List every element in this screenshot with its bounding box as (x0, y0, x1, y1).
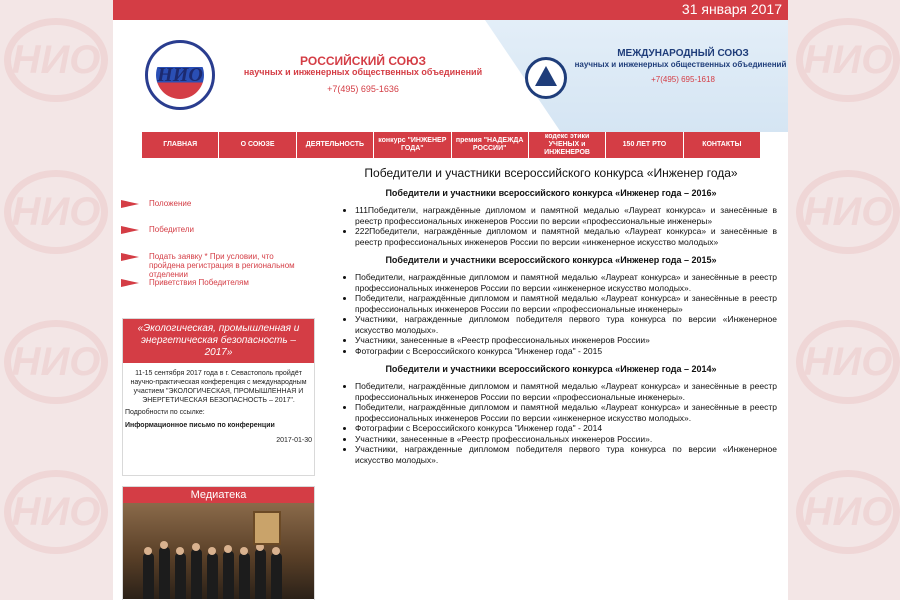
background-logo-icon: НИО (4, 18, 108, 102)
header (113, 20, 788, 132)
sidebar-link-winners[interactable] (121, 225, 299, 234)
arrow-icon (121, 200, 139, 208)
nav-contacts[interactable]: КОНТАКТЫ (702, 141, 742, 148)
sidebar-link-label: Победители (149, 225, 194, 234)
russian-union-logo-icon[interactable] (145, 40, 215, 110)
background-logo-icon: НИО (4, 320, 108, 404)
list-item[interactable]: • Победители, награждённые дипломом и памятной медалью «Лауреат конкурса» и занесённые в реестр профессиональных инженеров России по версии «инженерное искусство молодых». (355, 402, 777, 423)
arrow-icon (121, 279, 139, 287)
conference-more: Подробности по ссылке: (125, 409, 205, 416)
list-item[interactable]: • Победители, награждённые дипломом и памятной медалью «Лауреат конкурса» и занесённые в реестр профессиональных инженеров России по версии «профессиональные инженеры» (355, 293, 777, 314)
conference-letter-link[interactable]: Информационное письмо по конференции (125, 422, 275, 429)
international-union-phone: +7(495) 695-1618 (651, 75, 715, 84)
international-union-subtitle: научных и инженерных общественных объединений (574, 60, 787, 69)
conference-widget (122, 318, 315, 476)
russian-union-title: РОССИЙСКИЙ СОЮЗ (300, 54, 426, 68)
page-title: Победители и участники всероссийского конкурса «Инженер года» (364, 166, 738, 180)
nav-ethics-code[interactable]: кодекс этики УЧЕНЫХ и ИНЖЕНЕРОВ (529, 132, 606, 158)
conference-date: 2017-01-30 (276, 437, 312, 444)
background-logo-icon: НИО (796, 170, 900, 254)
sidebar-link-label: Приветствия Победителям (149, 278, 249, 287)
main-nav (142, 132, 760, 158)
background-logo-icon: НИО (4, 170, 108, 254)
list-item[interactable]: • Участники, награжденные дипломом победителя первого тура конкурса по версии «Инженерное искусство молодых». (355, 444, 777, 465)
international-union-logo-icon[interactable] (525, 57, 567, 99)
sidebar-link-greetings[interactable] (121, 278, 299, 287)
list-item[interactable]: • Участники, занесенные в «Реестр профессиональных инженеров России» (355, 335, 777, 346)
nav-rto-150[interactable]: 150 ЛЕТ РТО (606, 132, 683, 158)
russian-union-subtitle: научных и инженерных общественных объединений (243, 67, 483, 77)
russian-union-phone: +7(495) 695-1636 (327, 84, 399, 94)
page-container (113, 0, 788, 600)
top-bar (113, 0, 788, 20)
list-item[interactable]: • Участники, награжденные дипломом победителя первого тура конкурса по версии «Инженерное искусство молодых». (355, 314, 777, 335)
section-list (325, 205, 777, 247)
list-item[interactable]: • Победители, награждённые дипломом и памятной медалью «Лауреат конкурса» и занесённые в реестр профессиональных инженеров России по версии «инженерное искусство молодых». (355, 272, 777, 293)
list-item[interactable]: • 222Победители, награждённые дипломом и памятной медалью «Лауреат конкурса» и занесённые в реестр профессиональных инженеров России по версии «инженерное искусство молодых» (355, 226, 777, 247)
media-library-title[interactable]: Медиатека (123, 487, 314, 503)
nav-activity[interactable]: ДЕЯТЕЛЬНОСТЬ (297, 132, 374, 158)
media-library-widget (122, 486, 315, 600)
list-item[interactable]: • Фотографии с Всероссийского конкурса "Инженер года" - 2014 (355, 423, 777, 434)
media-photo[interactable] (123, 503, 314, 599)
conference-body: 11-15 сентября 2017 года в г. Севастополь пройдёт научно-практическая конференция с международным участием "ЭКОЛОГИЧЕСКАЯ, ПРОМЫШЛЕННАЯ И ЭНЕРГЕТИЧЕСКАЯ БЕЗОПАСНОСТЬ – 2017". (130, 370, 307, 404)
sidebar-link-rules[interactable] (121, 199, 299, 208)
nav-about[interactable]: О СОЮЗЕ (219, 132, 296, 158)
conference-title[interactable]: «Экологическая, промышленная и энергетическая безопасность – 2017» (123, 319, 314, 363)
international-union-title: МЕЖДУНАРОДНЫЙ СОЮЗ (617, 48, 749, 59)
background-logo-icon: НИО (796, 320, 900, 404)
sidebar-link-label: Положение (149, 199, 192, 208)
list-item[interactable]: • Участники, занесенные в «Реестр профессиональных инженеров России». (355, 434, 777, 445)
section-title: Победители и участники всероссийского конкурса «Инженер года – 2014» (385, 364, 717, 374)
section-list (325, 272, 777, 356)
list-item[interactable]: • Фотографии с Всероссийского конкурса "Инженер года" - 2015 (355, 346, 777, 357)
list-item[interactable]: • 111Победители, награждённые дипломом и памятной медалью «Лауреат конкурса» и занесённые в реестр профессиональных инженеров России по версии «профессиональные инженеры» (355, 205, 777, 226)
nav-hope-award[interactable]: премия "НАДЕЖДА РОССИИ" (452, 132, 529, 158)
background-logo-icon: НИО (796, 470, 900, 554)
sidebar-link-apply[interactable] (121, 252, 299, 279)
arrow-icon (121, 226, 139, 234)
logo-text: НИО (156, 51, 204, 99)
arrow-icon (121, 253, 139, 261)
background-logo-icon: НИО (4, 470, 108, 554)
background-logo-icon: НИО (796, 18, 900, 102)
nav-home[interactable]: ГЛАВНАЯ (142, 132, 219, 158)
list-item[interactable]: • Победители, награждённые дипломом и памятной медалью «Лауреат конкурса» и занесённые в реестр профессиональных инженеров России по версии «профессиональные инженеры». (355, 381, 777, 402)
sidebar-link-label: Подать заявку * При условии, что пройдена регистрация в региональном отделении (149, 252, 295, 279)
current-date: 31 января 2017 (681, 1, 782, 17)
main-content (325, 166, 777, 465)
section-list (325, 381, 777, 465)
section-title: Победители и участники всероссийского конкурса «Инженер года – 2016» (385, 188, 717, 198)
nav-engineer-contest[interactable]: конкурс "ИНЖЕНЕР ГОДА" (374, 132, 451, 158)
section-title: Победители и участники всероссийского конкурса «Инженер года – 2015» (385, 255, 717, 265)
